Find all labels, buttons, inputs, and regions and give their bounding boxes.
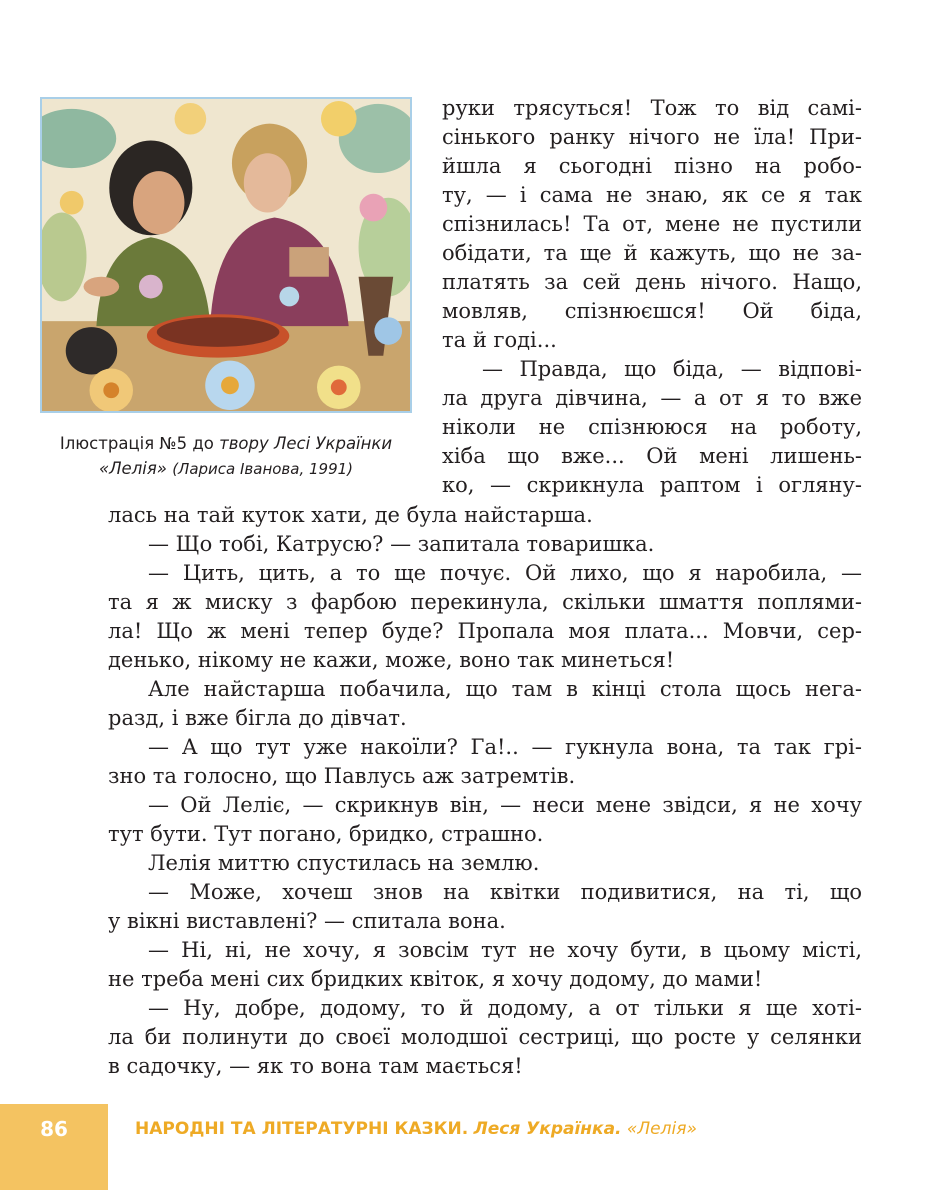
page-number: 86 (40, 1117, 68, 1141)
text-line: Лелія миттю спустилась на землю. (148, 851, 540, 875)
text-line: — Ой Леліє, — скрикнув він, — неси мене звідси, я не хочу (148, 793, 862, 817)
text-line: в садочку, — як то вона там мається! (108, 1054, 523, 1078)
text-line: руки трясуться! Тож то від самі- (442, 96, 862, 120)
text-line: Але найстарша побачила, що там в кінці стола щось нега- (148, 677, 862, 701)
text-line: та й годі... (442, 328, 557, 352)
footer-section: НАРОДНІ ТА ЛІТЕРАТУРНІ КАЗКИ. (135, 1119, 469, 1139)
text-line: ту, — і сама не знаю, як се я так (442, 183, 862, 207)
caption-line-1 (30, 431, 422, 456)
text-line: — Може, хочеш знов на квітки подивитися, на ті, що (148, 880, 862, 904)
text-line: — Цить, цить, а то ще почує. Ой лихо, що я наробила, — (148, 561, 862, 585)
text-line: разд, і вже бігла до дівчат. (108, 706, 407, 730)
footer-author: Леся Українка. (473, 1119, 622, 1139)
text-line: — Що тобі, Катрусю? — запитала товаришка. (148, 532, 655, 556)
text-line: платять за сей день нічого. Нащо, (442, 270, 862, 294)
text-line: ко, — скрикнула раптом і огляну- (442, 473, 862, 497)
text-line: хіба що вже... Ой мені лишень- (442, 444, 862, 468)
caption-work-title: «Лелія» (98, 459, 167, 478)
text-line: ла друга дівчина, — а от я то вже (442, 386, 862, 410)
text-column-beside-illustration (442, 94, 862, 500)
text-line: зно та голосно, що Павлусь аж затремтів. (108, 764, 576, 788)
text-line: сінького ранку нічого не їла! При- (442, 125, 862, 149)
footer-work: «Лелія» (626, 1119, 697, 1139)
text-line: тут бути. Тут погано, бридко, страшно. (108, 822, 544, 846)
text-line: та я ж миску з фарбою перекинула, скільки шмаття поплями- (108, 590, 862, 614)
text-line: — Правда, що біда, — відпові- (482, 357, 862, 381)
caption-line-2 (30, 456, 422, 482)
text-line: денько, нікому не кажи, може, воно так минеться! (108, 648, 675, 672)
illustration-image (42, 99, 410, 411)
main-text-block (108, 501, 862, 1081)
text-line: ла! Що ж мені тепер буде? Пропала моя плата... Мовчи, сер- (108, 619, 862, 643)
caption-italic: твору Лесі Українки (219, 434, 393, 453)
text-line: обідати, та ще й кажуть, що не за- (442, 241, 862, 265)
text-line: лась на тай куток хати, де була найстарша. (108, 503, 593, 527)
text-line: йшла я сьогодні пізно на робо- (442, 154, 862, 178)
text-line: мовляв, спізнюєшся! Ой біда, (442, 299, 862, 323)
illustration-caption (30, 431, 422, 482)
caption-credit: (Лариса Іванова, 1991) (172, 460, 354, 478)
running-footer (135, 1119, 697, 1139)
caption-prefix: Ілюстрація №5 до (59, 434, 220, 453)
book-illustration (40, 97, 412, 413)
text-line: не треба мені сих бридких квіток, я хочу додому, до мами! (108, 967, 763, 991)
text-line: ла би полинути до своєї молодшої сестриці, що росте у селянки (108, 1025, 862, 1049)
text-line: — А що тут уже накоїли? Га!.. — гукнула вона, та так грі- (148, 735, 862, 759)
text-line: — Ні, ні, не хочу, я зовсім тут не хочу бути, в цьому місті, (148, 938, 862, 962)
text-line: спізнилась! Та от, мене не пустили (442, 212, 862, 236)
text-line: ніколи не спізнююся на роботу, (442, 415, 862, 439)
text-line: — Ну, добре, додому, то й додому, а от тільки я ще хоті- (148, 996, 862, 1020)
text-line: у вікні виставлені? — спитала вона. (108, 909, 506, 933)
